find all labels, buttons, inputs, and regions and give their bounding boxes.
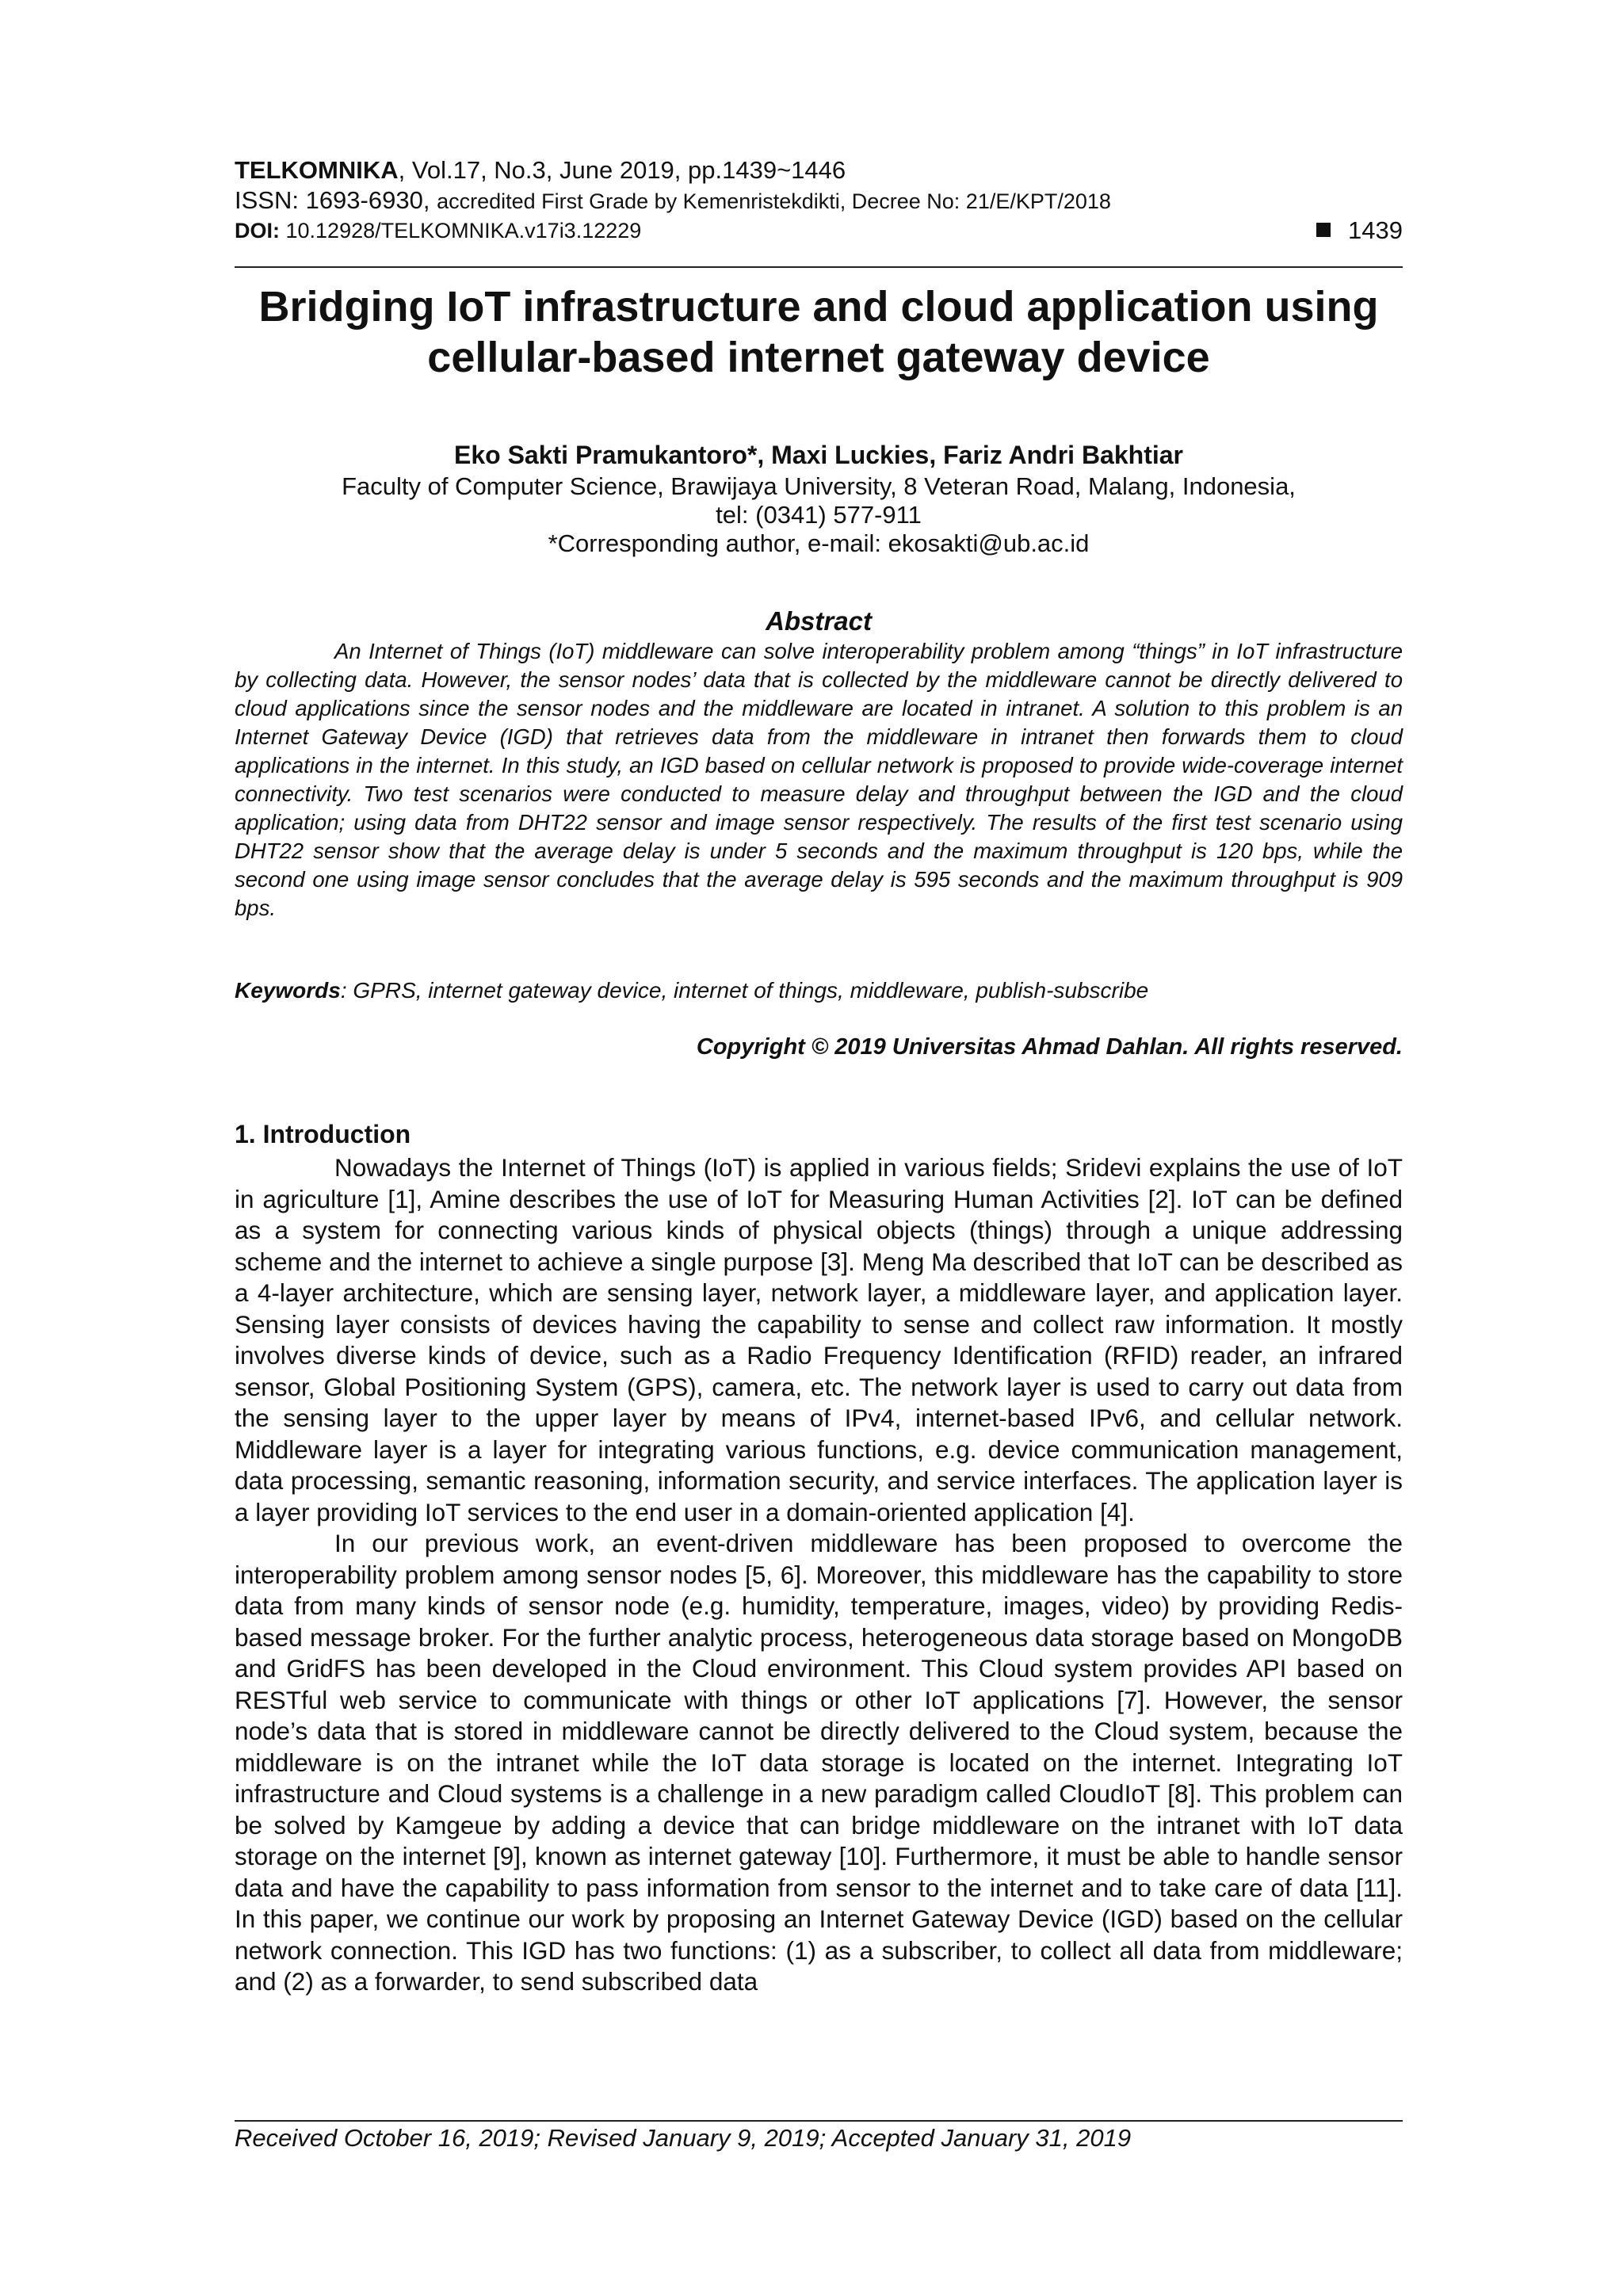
journal-name: TELKOMNIKA (235, 156, 399, 184)
paper-title: Bridging IoT infrastructure and cloud application using cellular-based internet gateway device (258, 283, 1379, 381)
doi-value: 10.12928/TELKOMNIKA.v17i3.12229 (280, 219, 642, 243)
issn-accreditation: accredited First Grade by Kemenristekdikti, Decree No: 21/E/KPT/2018 (437, 189, 1111, 213)
doi-line (235, 216, 1403, 245)
section-heading: 1. Introduction (235, 1120, 411, 1148)
page-number (1316, 216, 1403, 245)
abstract-heading: Abstract (766, 606, 872, 636)
square-bullet-icon (1316, 223, 1331, 237)
page-number-text: 1439 (1348, 216, 1403, 244)
keywords-line (235, 976, 1403, 1005)
copyright-notice: Copyright © 2019 Universitas Ahmad Dahlan. All rights reserved. (696, 1034, 1403, 1060)
doi-label: DOI: (235, 219, 280, 243)
paragraph: Nowadays the Internet of Things (IoT) is applied in various fields; Sridevi explains the use of IoT in agriculture [1], Amine describes the use of IoT for Measuring Human Activities [2]. IoT can be defined as a system for connecting various kinds of physical objects (things) through a unique addressing scheme and the internet to achieve a single purpose [3]. Meng Ma described that IoT can be described as a 4-layer architecture, which are sensing layer, network layer, a middleware layer, and application layer. Sensing layer consists of devices having the capability to sense and collect raw information. It mostly involves diverse kinds of device, such as a Radio Frequency Identification (RFID) reader, an infrared sensor, Global Positioning System (GPS), camera, etc. The network layer is used to carry out data from the sensing layer to the upper layer by means of IPv4, internet-based IPv6, and cellular network. Middleware layer is a layer for integrating various functions, e.g. device communication management, data processing, semantic reasoning, information security, and service interfaces. The application layer is a layer providing IoT services to the end user in a domain-oriented application [4]. (235, 1153, 1403, 1526)
author-block (235, 441, 1403, 558)
footer-rule (235, 2120, 1403, 2122)
issn-line (235, 185, 1403, 216)
issn-label: ISSN: 1693-6930, (235, 186, 437, 214)
author-names: Eko Sakti Pramukantoro*, Maxi Luckies, Fariz Andri Bakhtiar (454, 441, 1183, 469)
author-telephone: tel: (0341) 577-911 (716, 501, 922, 529)
abstract-text: An Internet of Things (IoT) middleware can solve interoperability problem among “things” in IoT infrastructure by collecting data. However, the sensor nodes’ data that is collected by the middleware cannot be directly delivered to cloud applications since the sensor nodes and the middleware are located in intranet. A solution to this problem is an Internet Gateway Device (IGD) that retrieves data from the middleware in intranet then forwards them to cloud applications in the internet. In this study, an IGD based on cellular network is proposed to provide wide-coverage internet connectivity. Two test scenarios were conducted to measure delay and throughput between the IGD and the cloud application; using data from DHT22 sensor and image sensor respectively. The results of the first test scenario using DHT22 sensor show that the average delay is under 5 seconds and the maximum throughput is 120 bps, while the second one using image sensor concludes that the average delay is 595 seconds and the maximum throughput is 909 bps. (235, 639, 1403, 920)
received-dates: Received October 16, 2019; Revised January 9, 2019; Accepted January 31, 2019 (235, 2124, 1132, 2152)
corresponding-email: *Corresponding author, e-mail: ekosakti@ub.ac.id (548, 529, 1090, 557)
keywords-label: Keywords (235, 978, 341, 1003)
paragraph: In our previous work, an event-driven middleware has been proposed to overcome the interoperability problem among sensor nodes [5, 6]. Moreover, this middleware has the capability to store data from many kinds of sensor node (e.g. humidity, temperature, images, video) by providing Redis-based message broker. For the further analytic process, heterogeneous data storage based on MongoDB and GridFS has been developed in the Cloud environment. This Cloud system provides API based on RESTful web service to communicate with things or other IoT applications [7]. However, the sensor node’s data that is stored in middleware cannot be directly delivered to the Cloud system, because the middleware is on the intranet while the IoT data storage is located on the internet. Integrating IoT infrastructure and Cloud systems is a challenge in a new paradigm called CloudIoT [8]. This problem can be solved by Kamgeue by adding a device that can bridge middleware on the intranet with IoT data storage on the internet [9], known as internet gateway [10]. Furthermore, it must be able to handle sensor data and have the capability to pass information from sensor to the internet and to take care of data [11]. In this paper, we continue our work by proposing an Internet Gateway Device (IGD) based on the cellular network connection. This IGD has two functions: (1) as a subscriber, to collect all data from middleware; and (2) as a forwarder, to send subscribed data (235, 1529, 1403, 1996)
volume-info: , Vol.17, No.3, June 2019, pp.1439~1446 (398, 156, 846, 184)
journal-line (235, 155, 1403, 185)
journal-header (235, 155, 1403, 245)
keywords-text: : GPRS, internet gateway device, internet of things, middleware, publish-subscribe (340, 978, 1149, 1003)
section-body (235, 1152, 1403, 1998)
author-affiliation: Faculty of Computer Science, Brawijaya University, 8 Veteran Road, Malang, Indonesia, (342, 472, 1296, 500)
header-rule (235, 266, 1403, 268)
